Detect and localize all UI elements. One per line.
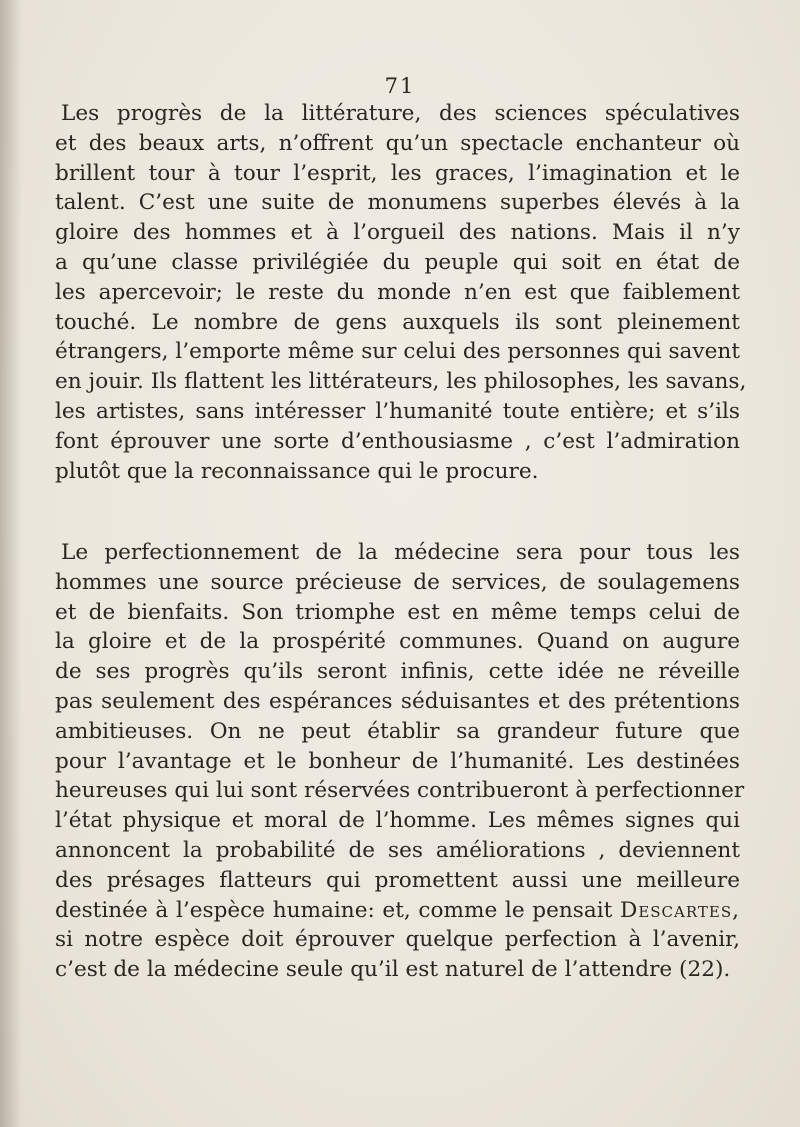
binding-gutter-shadow	[0, 0, 22, 1127]
text-line-with-name	[55, 896, 740, 926]
text-line: des présages flatteurs qui promettent aussi une meilleure	[55, 867, 740, 893]
author-name-small-caps: Descartes,	[620, 897, 740, 923]
paragraph-1	[55, 99, 747, 486]
text-line: a qu’une classe privilégiée du peuple qui soit en état de	[55, 249, 740, 275]
page-number: 71	[384, 74, 416, 98]
text-line: annoncent la probabilité de ses améliorations , deviennent	[55, 837, 740, 863]
text-line: c’est de la médecine seule qu’il est naturel de l’attendre (22).	[55, 957, 731, 983]
text-line: font éprouver une sorte d’enthousiasme , c’est l’admiration	[55, 428, 740, 454]
text-line: brillent tour à tour l’esprit, les graces, l’imagination et le	[55, 160, 740, 186]
text-line: étrangers, l’emporte même sur celui des personnes qui savent	[55, 339, 740, 365]
text-line: talent. C’est une suite de monumens superbes élevés à la	[55, 190, 740, 216]
text-line: Le perfectionnement de la médecine sera pour tous les	[61, 540, 740, 565]
text-line: Les progrès de la littérature, des sciences spéculatives	[61, 101, 740, 126]
text-line: ambitieuses. On ne peut établir sa grandeur future que	[55, 718, 740, 744]
text-line: si notre espèce doit éprouver quelque perfection à l’avenir,	[55, 927, 740, 953]
text-line: de ses progrès qu’ils seront infinis, cette idée ne réveille	[55, 659, 740, 685]
text-line: gloire des hommes et à l’orgueil des nations. Mais il n’y	[55, 220, 740, 246]
text-line: pour l’avantage et le bonheur de l’humanité. Les destinées	[55, 748, 740, 774]
text-line: et de bienfaits. Son triomphe est en même temps celui de	[55, 599, 740, 625]
text-line: les artistes, sans intéresser l’humanité toute entière; et s’ils	[55, 398, 740, 424]
text-line: hommes une source précieuse de services, de soulagemens	[55, 569, 740, 595]
text-line: la gloire et de la prospérité communes. Quand on augure	[55, 629, 740, 655]
text-line: touché. Le nombre de gens auxquels ils sont pleinement	[55, 309, 740, 335]
text-line: plutôt que la reconnaissance qui le procure.	[55, 458, 539, 484]
line-text: destinée à l’espèce humaine: et, comme le pensait	[55, 897, 613, 923]
text-line: en jouir. Ils flattent les littérateurs, les philosophes, les savans,	[55, 369, 747, 395]
text-line: l’état physique et moral de l’homme. Les mêmes signes qui	[55, 808, 740, 834]
text-line: pas seulement des espérances séduisantes et des prétentions	[55, 688, 740, 714]
text-line: heureuses qui lui sont réservées contribueront à perfectionner	[55, 778, 745, 804]
paragraph-2	[55, 538, 745, 985]
text-line: les apercevoir; le reste du monde n’en est que faiblement	[55, 279, 740, 305]
text-line: et des beaux arts, n’offrent qu’un spectacle enchanteur où	[55, 130, 740, 156]
